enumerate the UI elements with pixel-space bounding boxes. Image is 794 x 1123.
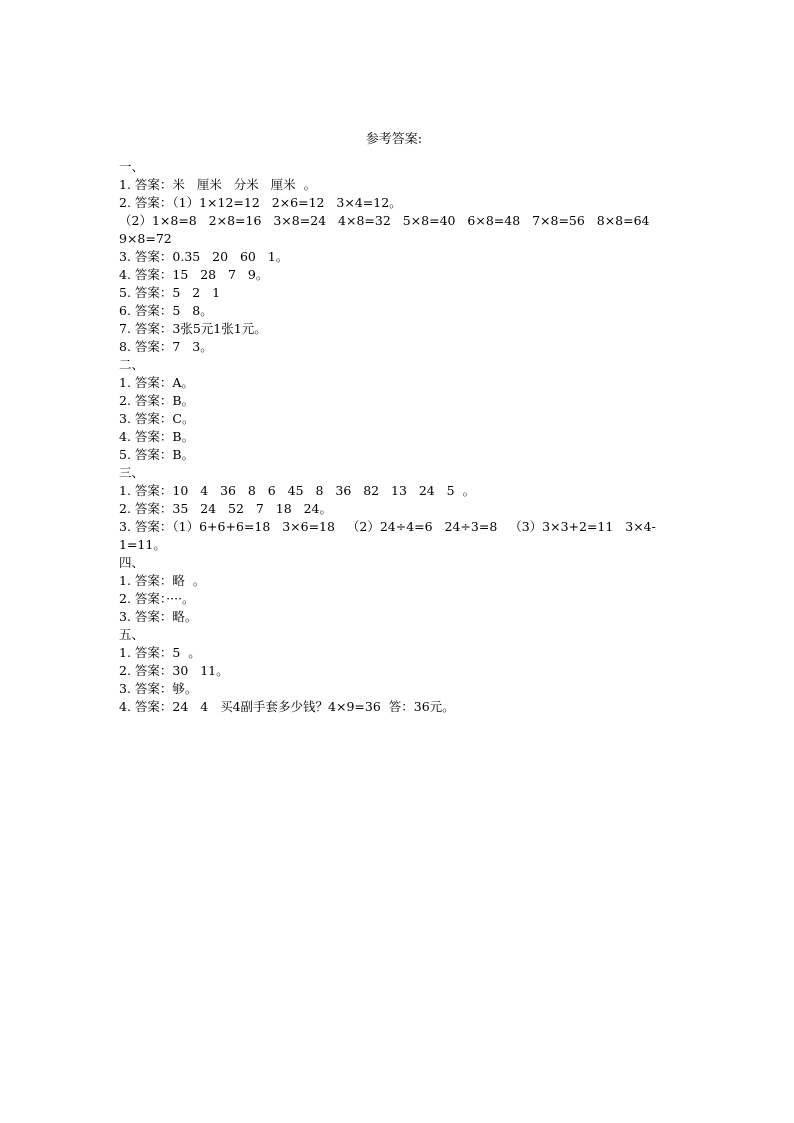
answer-line: 3. 答案：略。 xyxy=(119,609,198,624)
answer-line: 1. 答案：10 4 36 8 6 45 8 36 82 13 24 5 。 xyxy=(119,483,476,498)
answer-line: 3. 答案：C。 xyxy=(119,411,195,426)
section-heading-4: 四、 xyxy=(119,555,145,570)
answer-line: 4. 答案：B。 xyxy=(119,429,195,444)
answer-list xyxy=(119,158,679,716)
answer-line: 1=11。 xyxy=(119,537,166,552)
answer-line: 1. 答案：略 。 xyxy=(119,573,206,588)
answer-line: 1. 答案：米 厘米 分米 厘米 。 xyxy=(119,177,317,192)
answer-line: 2. 答案：（1）1×12=12 2×6=12 3×4=12。 xyxy=(119,195,402,210)
answer-line: 3. 答案：够。 xyxy=(119,681,198,696)
answer-line: （2）1×8=8 2×8=16 3×8=24 4×8=32 5×8=40 6×8=48 7×8=56 8×8=64 xyxy=(119,213,650,228)
answer-line: 2. 答案：B。 xyxy=(119,393,195,408)
section-heading-2: 二、 xyxy=(119,357,145,372)
answer-line: 7. 答案：3张5元1张1元。 xyxy=(119,321,267,336)
answer-line: 5. 答案：B。 xyxy=(119,447,195,462)
answer-line: 9×8=72 xyxy=(119,231,172,246)
page-title: 参考答案: xyxy=(365,132,423,147)
answer-line: 8. 答案：7 3。 xyxy=(119,339,213,354)
answer-line: 4. 答案：15 28 7 9。 xyxy=(119,267,269,282)
answer-line: 6. 答案：5 8。 xyxy=(119,303,213,318)
section-heading-3: 三、 xyxy=(119,465,145,480)
section-heading-1: 一、 xyxy=(119,159,145,174)
section-heading-5: 五、 xyxy=(119,627,145,642)
answer-line: 1. 答案：5 。 xyxy=(119,645,201,660)
answer-line: 1. 答案：A。 xyxy=(119,375,194,390)
answer-line: 3. 答案：0.35 20 60 1。 xyxy=(119,249,289,264)
answer-line: 2. 答案：····。 xyxy=(119,591,195,606)
answer-line: 2. 答案：35 24 52 7 18 24。 xyxy=(119,501,332,516)
answer-line: 2. 答案：30 11。 xyxy=(119,663,229,678)
answer-line: 5. 答案：5 2 1 xyxy=(119,285,221,300)
answer-line: 3. 答案：（1）6+6+6=18 3×6=18 （2）24÷4=6 24÷3=8 （3）3×3+2=11 3×4- xyxy=(119,519,656,534)
answer-line: 4. 答案：24 4 买4副手套多少钱？4×9=36 答：36元。 xyxy=(119,699,455,714)
